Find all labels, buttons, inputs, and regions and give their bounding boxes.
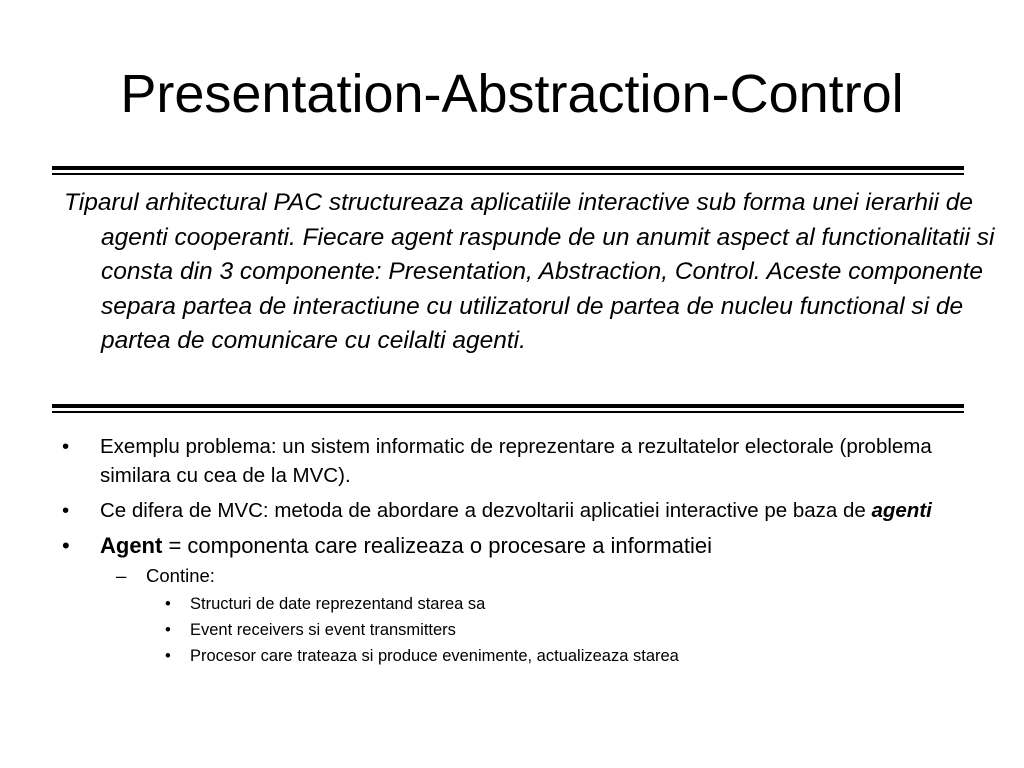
bullet-marker: • bbox=[165, 621, 171, 639]
bullet-text: Ce difera de MVC: metoda de abordare a dezvoltarii aplicatiei interactive pe baza de bbox=[100, 499, 872, 522]
bullet-bold-term: Agent bbox=[100, 533, 163, 558]
top-divider bbox=[52, 166, 964, 175]
bullet-text: = componenta care realizeaza o procesare a informatiei bbox=[162, 533, 713, 558]
intro-paragraph: Tiparul arhitectural PAC structureaza aplicatiile interactive sub forma unei ierarhii de agenti cooperanti. Fiecare agent raspunde de un anumit aspect al functionalitatii si consta din 3 componente: Presentation, Abstraction, Control. Aceste componente separa partea de interactiune cu utilizatorul de partea de nucleu functional si de partea de comunicare cu ceilalti agenti. bbox=[64, 189, 995, 354]
dash-marker: – bbox=[116, 565, 127, 586]
sub-sub-bullet-text: Procesor care trateaza si produce evenimente, actualizeaza starea bbox=[190, 647, 679, 665]
bullet-item-difference bbox=[62, 496, 940, 525]
bullet-emphasis: agenti bbox=[871, 499, 932, 522]
bottom-divider bbox=[52, 404, 964, 413]
sub-sub-bullet bbox=[165, 617, 1024, 643]
bullet-marker: • bbox=[165, 595, 171, 613]
sub-bullet-contains bbox=[116, 563, 1024, 589]
bullet-item-agent bbox=[62, 531, 940, 561]
bullet-marker: • bbox=[62, 435, 70, 458]
bullet-item-example-problem bbox=[62, 432, 940, 490]
sub-sub-bullet bbox=[165, 591, 1024, 617]
bullet-marker: • bbox=[62, 499, 70, 522]
slide-title: Presentation-Abstraction-Control bbox=[120, 64, 904, 124]
sub-sub-bullet-text: Event receivers si event transmitters bbox=[190, 621, 456, 639]
bullet-marker: • bbox=[62, 533, 70, 558]
bullet-list bbox=[0, 432, 1024, 669]
bullet-text: Exemplu problema: un sistem informatic de reprezentare a rezultatelor electorale (problema similara cu cea de la MVC). bbox=[100, 435, 932, 487]
sub-sub-bullet-text: Structuri de date reprezentand starea sa bbox=[190, 595, 486, 613]
bullet-marker: • bbox=[165, 647, 171, 665]
sub-sub-bullet bbox=[165, 643, 1024, 669]
sub-bullet-text: Contine: bbox=[146, 565, 215, 586]
